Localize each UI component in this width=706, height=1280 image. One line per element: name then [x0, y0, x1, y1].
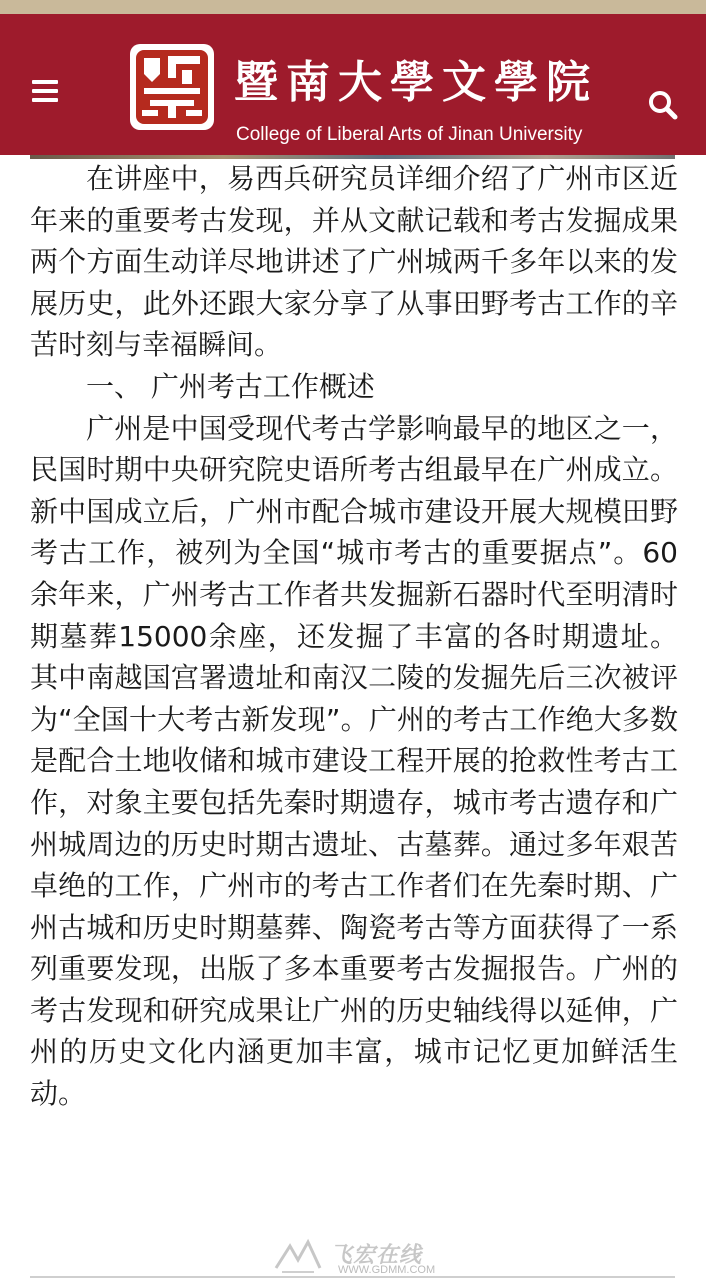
- search-icon[interactable]: [648, 90, 678, 120]
- article-paragraph: 广州是中国受现代考古学影响最早的地区之一，民国时期中央研究院史语所考古组最早在广州成立。新中国成立后，广州市配合城市建设开展大规模田野考古工作，被列为全国“城市考古的重要据点”。60余年来，广州考古工作者共发掘新石器时代至明清时期墓葬15000余座，还发掘了丰富的各时期遗址。其中南越国宫署遗址和南汉二陵的发掘先后三次被评为“全国十大考古新发现”。广州的考古工作绝大多数是配合土地收储和城市建设工程开展的抢救性考古工作，对象主要包括先秦时期遗存，城市考古遗存和广州城周边的历史时期古遗址、古墓葬。通过多年艰苦卓绝的工作，广州市的考古工作者们在先秦时期、广州古城和历史时期墓葬、陶瓷考古等方面获得了一系列重要发现，出版了多本重要考古发掘报告。广州的考古发现和研究成果让广州的历史轴线得以延伸，广州的历史文化内涵更加丰富，城市记忆更加鲜活生动。: [30, 411, 678, 1111]
- top-strip: [0, 0, 706, 14]
- article-paragraph: 在讲座中，易西兵研究员详细介绍了广州市区近年来的重要考古发现，并从文献记载和考古发掘成果两个方面生动详尽地讲述了广州城两千多年以来的发展历史，此外还跟大家分享了从事田野考古工作的辛苦时刻与幸福瞬间。: [30, 162, 678, 362]
- article-body: [30, 158, 678, 1115]
- menu-icon[interactable]: [32, 80, 58, 102]
- site-header: [0, 14, 706, 155]
- college-name-chinese: 暨南大學文學院: [234, 57, 598, 108]
- section-heading: 一、 广州考古工作概述: [86, 369, 375, 403]
- bottom-divider: [30, 1276, 675, 1278]
- college-seal-logo[interactable]: [130, 44, 214, 130]
- college-name-english: College of Liberal Arts of Jinan University: [236, 124, 583, 145]
- watermark-url: WWW.GDMM.COM: [338, 1264, 436, 1276]
- watermark-text: 飞宏在线: [330, 1243, 423, 1268]
- site-watermark: [272, 1238, 462, 1278]
